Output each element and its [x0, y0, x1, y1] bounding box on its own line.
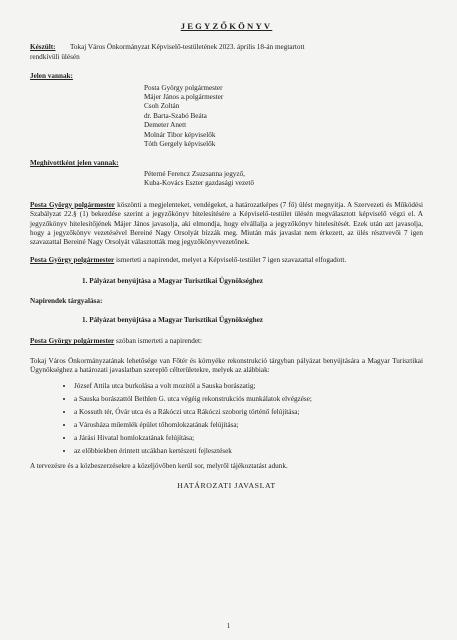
target-areas-list [30, 382, 423, 456]
agenda-item: 1. Pályázat benyújtása a Magyar Turisztikai Ügynökséghez [82, 277, 263, 286]
agenda-item-2: 1. Pályázat benyújtása a Magyar Turisztikai Ügynökséghez [82, 315, 263, 324]
project-paragraph: Tokaj Város Önkormányzatának lehetősége van Főtér és környéke rekonstrukció tárgyban pályázat benyújtására a Magyar Turisztikai Ügynökséghez a határozati javaslatban szereplő célterületekre, melyek az alábbiak: [30, 356, 423, 375]
list-item: dr. Barta-Szabó Beáta [144, 111, 207, 120]
list-item: Csoh Zoltán [144, 102, 180, 111]
napirend-label: Napirendek tárgyalása: [30, 296, 103, 305]
opening-paragraph [30, 201, 423, 248]
paragraph-text: köszönti a megjelenteket, vendégeket, a határozatképes (7 fő) ülést megnyitja. A Szervezeti és Működési Szabályzat 22.§ (1) bekezdése szerint a jegyzőkönyv hitelesítésére a Képviselő-testület ülésén megválasztott képviselő végzi el. A jegyzőkönyv hitelesítőjének Májer János javasolja, aki elmondja, hogy elvállalja a jegyzőkönyv hitelesítését. Ezek után azt javasolja, hogy a jegyzőkönyv vezetésével Bereiné Nagy Orsolyát bízzák meg. Miután más javaslat nem érkezett, az ülés résztvevői 7 igen szavazattal Bereiné Nagy Orsolyát választották meg jegyzőkönyvvezetőnek. [30, 200, 423, 247]
list-item: Posta György polgármester [144, 83, 223, 92]
list-item: Kuba-Kovács Eszter gazdasági vezető [144, 179, 254, 188]
paragraph-lead: Posta György polgármester [30, 200, 115, 209]
paragraph-text: ismerteti a napirendet, melyet a Képviselő-testület 7 igen szavazattal elfogadott. [114, 255, 347, 264]
resolution-heading: HATÁROZATI JAVASLAT [177, 481, 276, 491]
list-item: Péterné Ferencz Zsuzsanna jegyző, [144, 169, 245, 178]
page-number: 1 [226, 622, 231, 630]
document-title: JEGYZŐKÖNYV [180, 21, 273, 31]
keszult-text-cont: rendkívüli ülésén [30, 52, 80, 61]
paragraph-lead: Posta György polgármester [30, 337, 115, 346]
list-item: Demeter Anett [144, 121, 187, 130]
meghivottkent-label: Meghívottként jelen vannak: [30, 159, 119, 168]
planning-paragraph: A tervezésre és a közbeszerzésekre a közeljövőben kerül sor, melyről tájékoztatást adunk. [30, 461, 288, 470]
meghivottkent-list [144, 170, 423, 189]
jelen-vannak-label: Jelen vannak: [30, 72, 73, 81]
agenda-paragraph [30, 256, 423, 265]
list-item: Molnár Tibor képviselők [144, 130, 216, 139]
list-item: • József Attila utca burkolása a volt mozitól a Sauska borászatig; [74, 382, 423, 391]
list-item: • a Kossuth tér, Óvár utca és a Rákóczi utca Rákóczi szoborig történő felújítása; [74, 408, 423, 417]
keszult-label: Készült: [30, 43, 56, 52]
presentation-paragraph [30, 337, 423, 346]
keszult-text: Tokaj Város Önkormányzat Képviselő-testületének 2023. április 18-án megtartott [70, 43, 305, 52]
paragraph-lead: Posta György polgármester [30, 255, 115, 264]
paragraph-text: szóban ismerteti a napirendet: [114, 337, 203, 346]
list-item: Májer János a.polgármester [144, 93, 224, 102]
list-item: • a Városháza műemlék épület tőhomlokzatának felújítása; [74, 421, 423, 430]
list-item: • az előbbiekben érintett utcákban kertészeti fejlesztések [74, 447, 423, 456]
keszult-row [30, 43, 423, 52]
list-item: Tóth Gergely képviselők [144, 140, 216, 149]
jelen-vannak-list [144, 84, 423, 150]
list-item: • a Sauska borászattól Bethlen G. utca végéig rekonstrukciós munkálatok elvégzése; [74, 395, 423, 404]
list-item: • a Járási Hivatal homlokzatának felújítása; [74, 434, 423, 443]
